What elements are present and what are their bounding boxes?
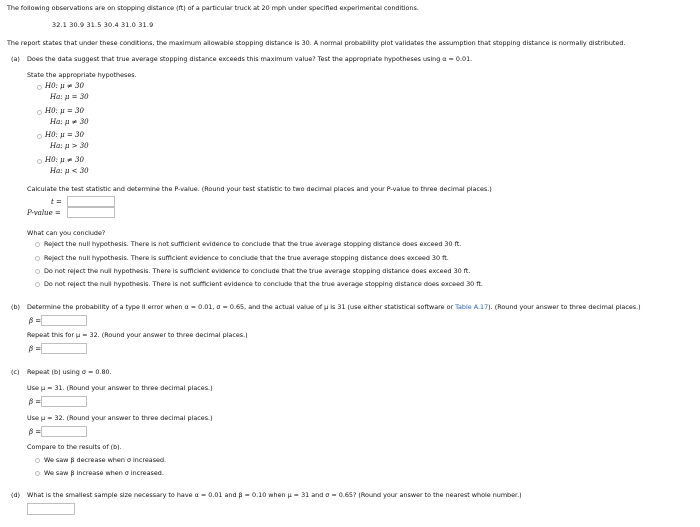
calc-prompt: Calculate the test statistic and determine the P-value. (Round your test statistic to two decimal places and your P-value to three decimal places.) — [27, 185, 492, 193]
hyp-option-4-h0: H0: μ ≠ 30 — [45, 156, 84, 164]
t-statistic-input[interactable] — [67, 196, 115, 207]
part-c-beta-input[interactable] — [41, 396, 87, 407]
part-b-beta-input[interactable] — [41, 315, 87, 326]
part-d-question: What is the smallest sample size necessary to have α = 0.01 and β = 0.10 when μ = 31 and σ = 0.65? (Round your answer to the nearest whole number.) — [27, 491, 522, 499]
conclusion-2-text: Reject the null hypothesis. There is sufficient evidence to conclude that the true average stopping distance does exceed 30 ft. — [44, 254, 449, 262]
compare-option-2-text: We saw β increase when σ increased. — [44, 469, 164, 477]
part-b-beta-input-2[interactable] — [41, 343, 87, 354]
part-a-label: (a) — [11, 55, 20, 63]
compare-option-1-text: We saw β decrease when σ increased. — [44, 456, 167, 464]
hyp-option-3-ha: Ha: μ > 30 — [50, 142, 89, 150]
part-c-beta-input-2[interactable] — [41, 426, 87, 437]
part-c-use32: Use μ = 32. (Round your answer to three decimal places.) — [27, 414, 213, 422]
part-c-beta-label: β = — [29, 398, 42, 406]
t-label: t = — [51, 198, 62, 206]
conclusion-1-radio[interactable] — [35, 242, 40, 247]
part-d-label: (d) — [11, 491, 21, 499]
conclusion-1-text: Reject the null hypothesis. There is not sufficient evidence to conclude that the true average stopping distance does exceed 30 ft. — [44, 240, 462, 248]
hyp-option-2-ha: Ha: μ ≠ 30 — [50, 118, 89, 126]
conclusion-4-text: Do not reject the null hypothesis. There is not sufficient evidence to conclude that the true average stopping distance does exceed 30 ft. — [44, 280, 483, 288]
report-text: The report states that under these conditions, the maximum allowable stopping distance is 30. A normal probability plot validates the assumption that stopping distance is normally distributed. — [7, 39, 626, 47]
hyp-option-1-h0: H0: μ ≠ 30 — [45, 82, 84, 90]
part-c-question: Repeat (b) using σ = 0.80. — [27, 368, 112, 376]
observations-text: 32.1 30.9 31.5 30.4 31.0 31.9 — [52, 21, 154, 29]
hyp-option-2-radio[interactable] — [37, 110, 42, 115]
conclude-prompt: What can you conclude? — [27, 229, 106, 237]
part-b-repeat-text: Repeat this for μ = 32. (Round your answer to three decimal places.) — [27, 331, 248, 339]
part-b-beta-label-2: β = — [29, 345, 42, 353]
conclusion-3-radio[interactable] — [35, 269, 40, 274]
part-d-sample-size-input[interactable] — [27, 503, 75, 515]
p-value-input[interactable] — [67, 207, 115, 218]
hyp-option-3-h0: H0: μ = 30 — [45, 131, 84, 139]
part-c-label: (c) — [11, 368, 20, 376]
hyp-option-1-radio[interactable] — [37, 85, 42, 90]
intro-text: The following observations are on stopping distance (ft) of a particular truck at 20 mph under specified experimental conditions. — [7, 4, 419, 12]
state-hypotheses-text: State the appropriate hypotheses. — [27, 71, 137, 79]
part-a-question: Does the data suggest that true average stopping distance exceeds this maximum value? Test the appropriate hypotheses using α = 0.01. — [27, 55, 473, 63]
conclusion-2-radio[interactable] — [35, 256, 40, 261]
p-value-label: P-value = — [27, 209, 61, 217]
hyp-option-4-radio[interactable] — [37, 159, 42, 164]
compare-option-2-radio[interactable] — [35, 471, 40, 476]
part-b-beta-label: β = — [29, 317, 42, 325]
conclusion-4-radio[interactable] — [35, 282, 40, 287]
table-a17-link[interactable]: Table A.17 — [455, 303, 489, 311]
part-b-label: (b) — [11, 303, 21, 311]
hyp-option-3-radio[interactable] — [37, 134, 42, 139]
compare-prompt: Compare to the results of (b). — [27, 443, 122, 451]
compare-option-1-radio[interactable] — [35, 458, 40, 463]
part-b-question: Determine the probability of a type II error when α = 0.01, σ = 0.65, and the actual value of μ is 31 (use either statistical software or Table A.17). (Round your answer to three decimal places.) — [27, 303, 641, 311]
part-c-beta-label-2: β = — [29, 428, 42, 436]
hyp-option-2-h0: H0: μ = 30 — [45, 107, 84, 115]
hyp-option-1-ha: Ha: μ = 30 — [50, 93, 89, 101]
part-c-use31: Use μ = 31. (Round your answer to three decimal places.) — [27, 384, 213, 392]
hyp-option-4-ha: Ha: μ < 30 — [50, 167, 89, 175]
conclusion-3-text: Do not reject the null hypothesis. There is sufficient evidence to conclude that the true average stopping distance does exceed 30 ft. — [44, 267, 471, 275]
